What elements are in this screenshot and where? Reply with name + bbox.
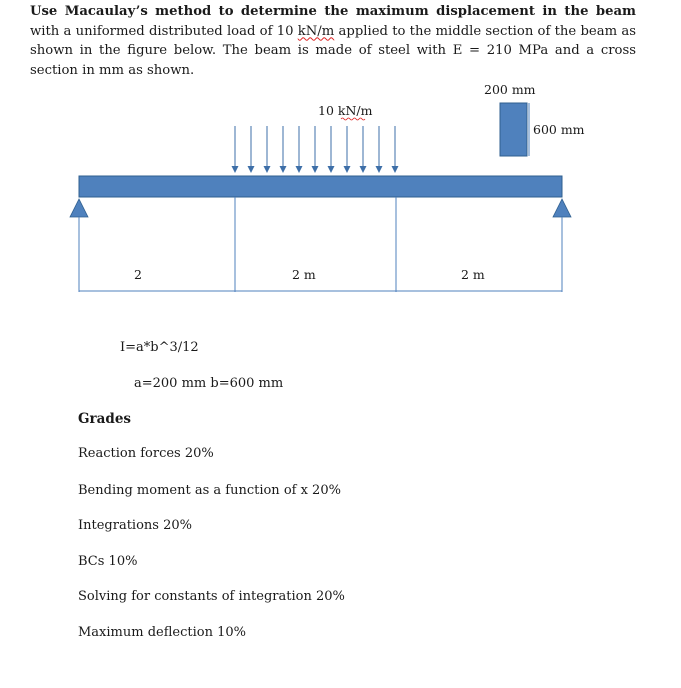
span-label-2: 2 m [292, 267, 316, 282]
problem-text-part1: with a uniformed distributed load of 10 [30, 23, 298, 39]
section-dimensions: a=200 mm b=600 mm [134, 376, 284, 391]
section-width-label: 200 mm [484, 82, 536, 97]
grade-item: Reaction forces 20% [78, 446, 214, 461]
load-arrow-head [312, 166, 319, 173]
cross-section [500, 103, 527, 156]
load-arrow-head [360, 166, 367, 173]
span-label-1: 2 [134, 267, 142, 282]
grade-item: BCs 10% [78, 554, 138, 569]
problem-unit: kN/m [297, 23, 335, 39]
distributed-load-arrows [232, 126, 399, 173]
problem-bold-lead: Use Macaulay’s method to determine the maximum displacement in the beam [30, 4, 636, 19]
load-arrow-head [344, 166, 351, 173]
load-arrow-head [264, 166, 271, 173]
grade-item: Bending moment as a function of x 20% [78, 483, 341, 498]
grade-item: Integrations 20% [78, 518, 192, 533]
grade-item: Solving for constants of integration 20% [78, 589, 345, 604]
span-dimension-lines [79, 197, 562, 292]
inertia-formula: I=a*b^3/12 [120, 340, 199, 355]
section-height-label: 600 mm [533, 122, 585, 137]
load-arrow-head [328, 166, 335, 173]
grade-item: Maximum deflection 10% [78, 625, 246, 640]
load-arrow-head [392, 166, 399, 173]
load-arrow-head [296, 166, 303, 173]
left-support [70, 199, 88, 217]
load-arrow-head [376, 166, 383, 173]
beam [79, 176, 562, 197]
load-arrow-head [232, 166, 239, 173]
load-label: 10 kN/m [318, 103, 373, 118]
load-label-underline [341, 118, 365, 120]
problem-text-part2: applied to the middle section of the beam as shown in the figure below. The beam is made of steel with E = 210 MPa and a cross section in mm as shown. [30, 23, 636, 78]
load-arrow-head [248, 166, 255, 173]
span-label-3: 2 m [461, 267, 485, 282]
grades-heading: Grades [78, 411, 132, 427]
right-support [553, 199, 571, 217]
load-arrow-head [280, 166, 287, 173]
